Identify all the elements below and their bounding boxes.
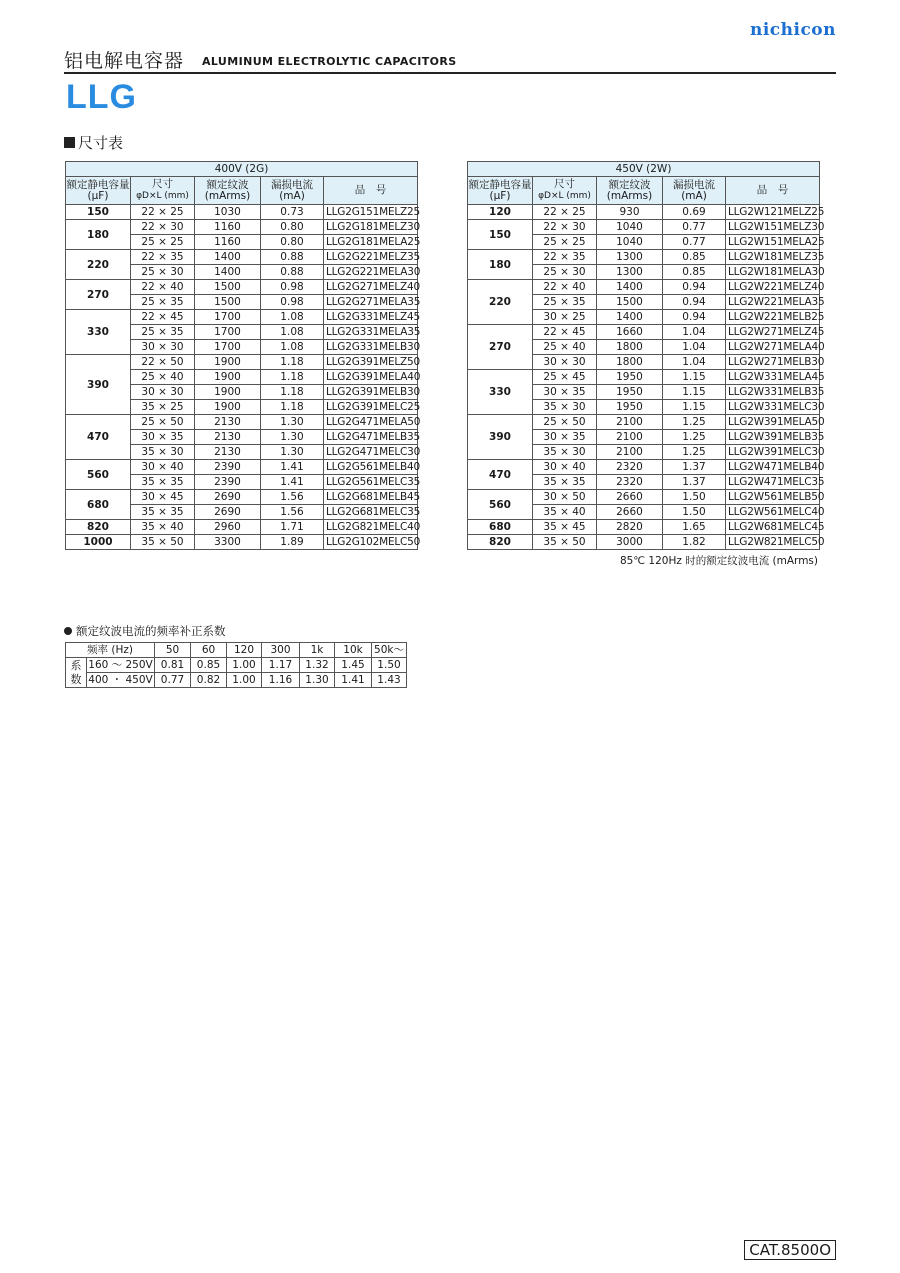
ripple-cell: 2130 xyxy=(195,430,261,445)
part-number-cell: LLG2G102MELC50 xyxy=(324,535,418,550)
table-row xyxy=(66,355,418,370)
capacitance-cell: 390 xyxy=(66,355,131,415)
leakage-cell: 1.04 xyxy=(663,355,726,370)
frequency-cell: 10k xyxy=(335,643,372,658)
leakage-cell: 1.08 xyxy=(261,310,324,325)
size-cell: 35 × 40 xyxy=(131,520,195,535)
size-cell: 35 × 30 xyxy=(131,445,195,460)
header-title-en: ALUMINUM ELECTROLYTIC CAPACITORS xyxy=(202,55,457,68)
size-cell: 35 × 40 xyxy=(533,505,597,520)
ripple-cell: 2100 xyxy=(597,415,663,430)
part-number-cell: LLG2G271MELA35 xyxy=(324,295,418,310)
part-number-cell: LLG2W391MELC30 xyxy=(726,445,820,460)
capacitance-cell: 470 xyxy=(468,460,533,490)
coefficient-cell: 1.17 xyxy=(262,658,300,673)
square-bullet-icon xyxy=(64,137,75,148)
size-cell: 35 × 30 xyxy=(533,445,597,460)
voltage-header: 450V (2W) xyxy=(468,162,820,177)
part-number-cell: LLG2W561MELB50 xyxy=(726,490,820,505)
leakage-cell: 1.37 xyxy=(663,475,726,490)
ripple-cell: 1700 xyxy=(195,325,261,340)
ripple-cell: 1500 xyxy=(195,280,261,295)
ripple-cell: 2130 xyxy=(195,445,261,460)
leakage-cell: 1.56 xyxy=(261,490,324,505)
leakage-cell: 0.94 xyxy=(663,295,726,310)
leakage-cell: 0.85 xyxy=(663,250,726,265)
coefficient-cell: 1.32 xyxy=(300,658,335,673)
part-number-cell: LLG2W271MELA40 xyxy=(726,340,820,355)
ripple-cell: 2960 xyxy=(195,520,261,535)
ripple-cell: 2320 xyxy=(597,460,663,475)
part-number-cell: LLG2W561MELC40 xyxy=(726,505,820,520)
leakage-cell: 1.18 xyxy=(261,355,324,370)
ripple-cell: 2660 xyxy=(597,505,663,520)
size-cell: 25 × 35 xyxy=(533,295,597,310)
leakage-cell: 1.71 xyxy=(261,520,324,535)
bullet-icon xyxy=(64,627,72,635)
table-row xyxy=(468,460,820,475)
leakage-cell: 1.04 xyxy=(663,340,726,355)
ripple-cell: 2130 xyxy=(195,415,261,430)
ripple-cell: 1040 xyxy=(597,235,663,250)
coefficient-cell: 1.16 xyxy=(262,673,300,688)
part-number-cell: LLG2G391MELA40 xyxy=(324,370,418,385)
part-number-cell: LLG2G331MELZ45 xyxy=(324,310,418,325)
leakage-cell: 1.15 xyxy=(663,385,726,400)
size-cell: 35 × 30 xyxy=(533,400,597,415)
part-number-cell: LLG2W471MELB40 xyxy=(726,460,820,475)
frequency-cell: 120 xyxy=(227,643,262,658)
part-number-cell: LLG2G181MELA25 xyxy=(324,235,418,250)
table-row xyxy=(468,325,820,340)
capacitance-cell: 470 xyxy=(66,415,131,460)
part-number-cell: LLG2G391MELZ50 xyxy=(324,355,418,370)
coefficient-cell: 1.00 xyxy=(227,658,262,673)
size-cell: 35 × 35 xyxy=(533,475,597,490)
capacitance-cell: 560 xyxy=(66,460,131,490)
frequency-cell: 300 xyxy=(262,643,300,658)
size-cell: 35 × 25 xyxy=(131,400,195,415)
table-row xyxy=(468,250,820,265)
leakage-cell: 0.69 xyxy=(663,205,726,220)
leakage-cell: 1.04 xyxy=(663,325,726,340)
part-number-cell: LLG2G331MELA35 xyxy=(324,325,418,340)
part-number-cell: LLG2W331MELB35 xyxy=(726,385,820,400)
size-cell: 25 × 50 xyxy=(533,415,597,430)
part-number-cell: LLG2W391MELA50 xyxy=(726,415,820,430)
col-capacitance: 额定静电容量 (μF) xyxy=(66,177,131,205)
size-cell: 25 × 30 xyxy=(131,265,195,280)
capacitance-cell: 180 xyxy=(468,250,533,280)
voltage-range-cell: 160 ～ 250V xyxy=(88,659,153,671)
size-cell: 30 × 35 xyxy=(533,430,597,445)
ripple-cell: 1660 xyxy=(597,325,663,340)
part-number-cell: LLG2W271MELB30 xyxy=(726,355,820,370)
part-number-cell: LLG2G391MELB30 xyxy=(324,385,418,400)
part-number-cell: LLG2W221MELA35 xyxy=(726,295,820,310)
freq-title xyxy=(64,623,226,639)
part-number-cell: LLG2G391MELC25 xyxy=(324,400,418,415)
size-cell: 25 × 35 xyxy=(131,325,195,340)
part-number-cell: LLG2W121MELZ25 xyxy=(726,205,820,220)
coefficient-cell: 1.43 xyxy=(372,673,407,688)
ripple-cell: 1500 xyxy=(195,295,261,310)
part-number-cell: LLG2G221MELZ35 xyxy=(324,250,418,265)
section-title xyxy=(64,132,123,153)
ripple-cell: 2690 xyxy=(195,490,261,505)
table-row xyxy=(66,415,418,430)
size-cell: 35 × 50 xyxy=(533,535,597,550)
ripple-cell: 2390 xyxy=(195,460,261,475)
leakage-cell: 1.18 xyxy=(261,385,324,400)
part-number-cell: LLG2W821MELC50 xyxy=(726,535,820,550)
capacitance-cell: 180 xyxy=(66,220,131,250)
table-row xyxy=(66,220,418,235)
part-number-cell: LLG2W331MELA45 xyxy=(726,370,820,385)
leakage-cell: 0.77 xyxy=(663,235,726,250)
ripple-cell: 2390 xyxy=(195,475,261,490)
ripple-cell: 1800 xyxy=(597,340,663,355)
size-cell: 22 × 35 xyxy=(533,250,597,265)
ripple-cell: 2820 xyxy=(597,520,663,535)
leakage-cell: 0.73 xyxy=(261,205,324,220)
size-cell: 30 × 30 xyxy=(131,385,195,400)
coefficient-cell: 0.85 xyxy=(191,658,227,673)
leakage-cell: 1.30 xyxy=(261,445,324,460)
footnote: 85℃ 120Hz 时的额定纹波电流 (mArms) xyxy=(619,555,818,567)
ripple-cell: 1400 xyxy=(195,265,261,280)
ripple-cell: 3000 xyxy=(597,535,663,550)
size-cell: 25 × 35 xyxy=(131,295,195,310)
leakage-cell: 1.56 xyxy=(261,505,324,520)
table-400v xyxy=(65,161,421,550)
size-cell: 22 × 25 xyxy=(533,205,597,220)
capacitance-cell: 390 xyxy=(468,415,533,460)
ripple-cell: 1400 xyxy=(195,250,261,265)
size-cell: 22 × 50 xyxy=(131,355,195,370)
capacitance-cell: 560 xyxy=(468,490,533,520)
table-row xyxy=(66,673,407,688)
ripple-cell: 930 xyxy=(597,205,663,220)
frequency-table-body xyxy=(66,643,407,688)
frequency-cell: 50k～ xyxy=(372,643,407,658)
leakage-cell: 0.80 xyxy=(261,235,324,250)
page-header xyxy=(64,44,836,74)
leakage-cell: 1.41 xyxy=(261,475,324,490)
ripple-cell: 1900 xyxy=(195,355,261,370)
leakage-cell: 1.18 xyxy=(261,370,324,385)
ripple-cell: 2690 xyxy=(195,505,261,520)
ripple-cell: 1950 xyxy=(597,400,663,415)
capacitance-cell: 1000 xyxy=(66,535,131,550)
table-row xyxy=(468,520,820,535)
part-number-cell: LLG2G821MELC40 xyxy=(324,520,418,535)
table-body-400v xyxy=(66,205,421,550)
capacitance-cell: 330 xyxy=(66,310,131,355)
coefficient-cell: 1.41 xyxy=(335,673,372,688)
voltage-range-cell: 400 ・ 450V xyxy=(88,674,153,686)
size-cell: 30 × 35 xyxy=(131,430,195,445)
col-ripple: 额定纹波 (mArms) xyxy=(195,177,261,205)
col-part-number: 品 号 xyxy=(726,177,820,205)
size-cell: 35 × 35 xyxy=(131,505,195,520)
size-cell: 35 × 45 xyxy=(533,520,597,535)
table-body-450v xyxy=(468,205,825,550)
col-size: 尺寸 φD×L (mm) xyxy=(131,177,195,205)
coefficient-label: 系 数 xyxy=(66,658,87,688)
leakage-cell: 1.89 xyxy=(261,535,324,550)
size-cell: 35 × 50 xyxy=(131,535,195,550)
part-number-cell: LLG2W391MELB35 xyxy=(726,430,820,445)
table-row xyxy=(468,490,820,505)
brand-logo: nichicon xyxy=(749,20,836,40)
col-leakage: 漏损电流 (mA) xyxy=(261,177,324,205)
table-row xyxy=(66,658,407,673)
ripple-cell: 2660 xyxy=(597,490,663,505)
table-row xyxy=(66,643,407,658)
table-row xyxy=(66,250,418,265)
coefficient-cell: 1.45 xyxy=(335,658,372,673)
ripple-cell: 1950 xyxy=(597,370,663,385)
size-cell: 25 × 40 xyxy=(533,340,597,355)
capacitance-cell: 150 xyxy=(66,205,131,220)
size-cell: 25 × 30 xyxy=(533,265,597,280)
leakage-cell: 1.37 xyxy=(663,460,726,475)
capacitance-cell: 680 xyxy=(468,520,533,535)
part-number-cell: LLG2W471MELC35 xyxy=(726,475,820,490)
leakage-cell: 1.25 xyxy=(663,430,726,445)
size-cell: 30 × 40 xyxy=(131,460,195,475)
part-number-cell: LLG2G471MELB35 xyxy=(324,430,418,445)
size-cell: 30 × 25 xyxy=(533,310,597,325)
table-row xyxy=(66,535,418,550)
capacitance-cell: 220 xyxy=(66,250,131,280)
frequency-cell: 60 xyxy=(191,643,227,658)
ripple-cell: 1800 xyxy=(597,355,663,370)
capacitance-cell: 820 xyxy=(468,535,533,550)
leakage-cell: 1.65 xyxy=(663,520,726,535)
part-number-cell: LLG2W151MELA25 xyxy=(726,235,820,250)
ripple-cell: 2100 xyxy=(597,430,663,445)
col-leakage: 漏损电流 (mA) xyxy=(663,177,726,205)
ripple-cell: 1900 xyxy=(195,400,261,415)
table-row xyxy=(468,415,820,430)
ripple-cell: 1160 xyxy=(195,220,261,235)
ripple-cell: 1300 xyxy=(597,265,663,280)
ripple-cell: 1900 xyxy=(195,385,261,400)
leakage-cell: 1.25 xyxy=(663,445,726,460)
table-row xyxy=(66,490,418,505)
size-cell: 22 × 40 xyxy=(533,280,597,295)
table-row xyxy=(468,535,820,550)
coefficient-cell: 1.00 xyxy=(227,673,262,688)
part-number-cell: LLG2G681MELB45 xyxy=(324,490,418,505)
capacitance-cell: 220 xyxy=(468,280,533,325)
table-row xyxy=(66,460,418,475)
ripple-cell: 1300 xyxy=(597,250,663,265)
part-number-cell: LLG2W151MELZ30 xyxy=(726,220,820,235)
size-cell: 25 × 25 xyxy=(131,235,195,250)
ripple-cell: 1400 xyxy=(597,280,663,295)
series-name: LLG xyxy=(66,78,137,116)
part-number-cell: LLG2W181MELZ35 xyxy=(726,250,820,265)
ripple-cell: 2320 xyxy=(597,475,663,490)
coefficient-cell: 1.30 xyxy=(300,673,335,688)
capacitance-cell: 150 xyxy=(468,220,533,250)
leakage-cell: 1.50 xyxy=(663,505,726,520)
leakage-cell: 1.30 xyxy=(261,415,324,430)
leakage-cell: 1.15 xyxy=(663,370,726,385)
size-cell: 22 × 25 xyxy=(131,205,195,220)
frequency-cell: 50 xyxy=(155,643,191,658)
coefficient-cell: 0.81 xyxy=(155,658,191,673)
size-cell: 30 × 35 xyxy=(533,385,597,400)
part-number-cell: LLG2G471MELC30 xyxy=(324,445,418,460)
capacitance-cell: 270 xyxy=(66,280,131,310)
leakage-cell: 1.82 xyxy=(663,535,726,550)
part-number-cell: LLG2G181MELZ30 xyxy=(324,220,418,235)
table-row xyxy=(468,280,820,295)
catalog-number: CAT.8500O xyxy=(744,1240,836,1260)
leakage-cell: 1.41 xyxy=(261,460,324,475)
leakage-cell: 0.98 xyxy=(261,280,324,295)
leakage-cell: 1.08 xyxy=(261,340,324,355)
ripple-cell: 1500 xyxy=(597,295,663,310)
part-number-cell: LLG2W181MELA30 xyxy=(726,265,820,280)
ripple-cell: 1700 xyxy=(195,340,261,355)
leakage-cell: 0.77 xyxy=(663,220,726,235)
size-cell: 30 × 45 xyxy=(131,490,195,505)
leakage-cell: 0.88 xyxy=(261,265,324,280)
ripple-cell: 2100 xyxy=(597,445,663,460)
size-cell: 35 × 35 xyxy=(131,475,195,490)
leakage-cell: 0.94 xyxy=(663,310,726,325)
table-row xyxy=(468,370,820,385)
size-cell: 22 × 40 xyxy=(131,280,195,295)
frequency-table xyxy=(65,642,407,688)
table-row xyxy=(66,280,418,295)
part-number-cell: LLG2G331MELB30 xyxy=(324,340,418,355)
leakage-cell: 1.18 xyxy=(261,400,324,415)
leakage-cell: 1.25 xyxy=(663,415,726,430)
part-number-cell: LLG2G271MELZ40 xyxy=(324,280,418,295)
part-number-cell: LLG2W221MELB25 xyxy=(726,310,820,325)
ripple-cell: 3300 xyxy=(195,535,261,550)
header-title-zh: 铝电解电容器 xyxy=(64,50,185,72)
part-number-cell: LLG2G221MELA30 xyxy=(324,265,418,280)
coefficient-cell: 0.77 xyxy=(155,673,191,688)
size-cell: 30 × 40 xyxy=(533,460,597,475)
size-cell: 30 × 30 xyxy=(533,355,597,370)
part-number-cell: LLG2G561MELB40 xyxy=(324,460,418,475)
col-part-number: 品 号 xyxy=(324,177,418,205)
leakage-cell: 0.98 xyxy=(261,295,324,310)
freq-header-label: 频率 (Hz) xyxy=(66,643,155,658)
ripple-cell: 1030 xyxy=(195,205,261,220)
col-ripple: 额定纹波 (mArms) xyxy=(597,177,663,205)
capacitance-cell: 330 xyxy=(468,370,533,415)
leakage-cell: 1.30 xyxy=(261,430,324,445)
size-cell: 22 × 35 xyxy=(131,250,195,265)
col-size: 尺寸 φD×L (mm) xyxy=(533,177,597,205)
leakage-cell: 1.50 xyxy=(663,490,726,505)
col-capacitance: 额定静电容量 (μF) xyxy=(468,177,533,205)
leakage-cell: 1.15 xyxy=(663,400,726,415)
part-number-cell: LLG2W331MELC30 xyxy=(726,400,820,415)
size-cell: 25 × 50 xyxy=(131,415,195,430)
ripple-cell: 1900 xyxy=(195,370,261,385)
part-number-cell: LLG2G471MELA50 xyxy=(324,415,418,430)
size-cell: 25 × 40 xyxy=(131,370,195,385)
size-cell: 22 × 30 xyxy=(533,220,597,235)
size-cell: 22 × 30 xyxy=(131,220,195,235)
table-450v xyxy=(467,161,825,550)
capacitance-cell: 120 xyxy=(468,205,533,220)
ripple-cell: 1700 xyxy=(195,310,261,325)
part-number-cell: LLG2W221MELZ40 xyxy=(726,280,820,295)
part-number-cell: LLG2W271MELZ45 xyxy=(726,325,820,340)
leakage-cell: 1.08 xyxy=(261,325,324,340)
part-number-cell: LLG2W681MELC45 xyxy=(726,520,820,535)
size-cell: 30 × 50 xyxy=(533,490,597,505)
capacitance-cell: 680 xyxy=(66,490,131,520)
voltage-header: 400V (2G) xyxy=(66,162,418,177)
leakage-cell: 0.94 xyxy=(663,280,726,295)
size-cell: 22 × 45 xyxy=(533,325,597,340)
freq-title-text: 额定纹波电流的频率补正系数 xyxy=(76,624,226,638)
table-row xyxy=(468,205,820,220)
ripple-cell: 1160 xyxy=(195,235,261,250)
ripple-cell: 1400 xyxy=(597,310,663,325)
table-row xyxy=(468,220,820,235)
size-cell: 30 × 30 xyxy=(131,340,195,355)
size-cell: 22 × 45 xyxy=(131,310,195,325)
ripple-cell: 1950 xyxy=(597,385,663,400)
leakage-cell: 0.88 xyxy=(261,250,324,265)
frequency-cell: 1k xyxy=(300,643,335,658)
ripple-cell: 1040 xyxy=(597,220,663,235)
coefficient-cell: 1.50 xyxy=(372,658,407,673)
coefficient-cell: 0.82 xyxy=(191,673,227,688)
section-title-text: 尺寸表 xyxy=(78,134,124,152)
capacitance-cell: 270 xyxy=(468,325,533,370)
table-row xyxy=(66,205,418,220)
leakage-cell: 0.80 xyxy=(261,220,324,235)
table-row xyxy=(66,520,418,535)
leakage-cell: 0.85 xyxy=(663,265,726,280)
table-row xyxy=(66,310,418,325)
part-number-cell: LLG2G151MELZ25 xyxy=(324,205,418,220)
size-cell: 25 × 25 xyxy=(533,235,597,250)
part-number-cell: LLG2G561MELC35 xyxy=(324,475,418,490)
capacitance-cell: 820 xyxy=(66,520,131,535)
part-number-cell: LLG2G681MELC35 xyxy=(324,505,418,520)
size-cell: 25 × 45 xyxy=(533,370,597,385)
